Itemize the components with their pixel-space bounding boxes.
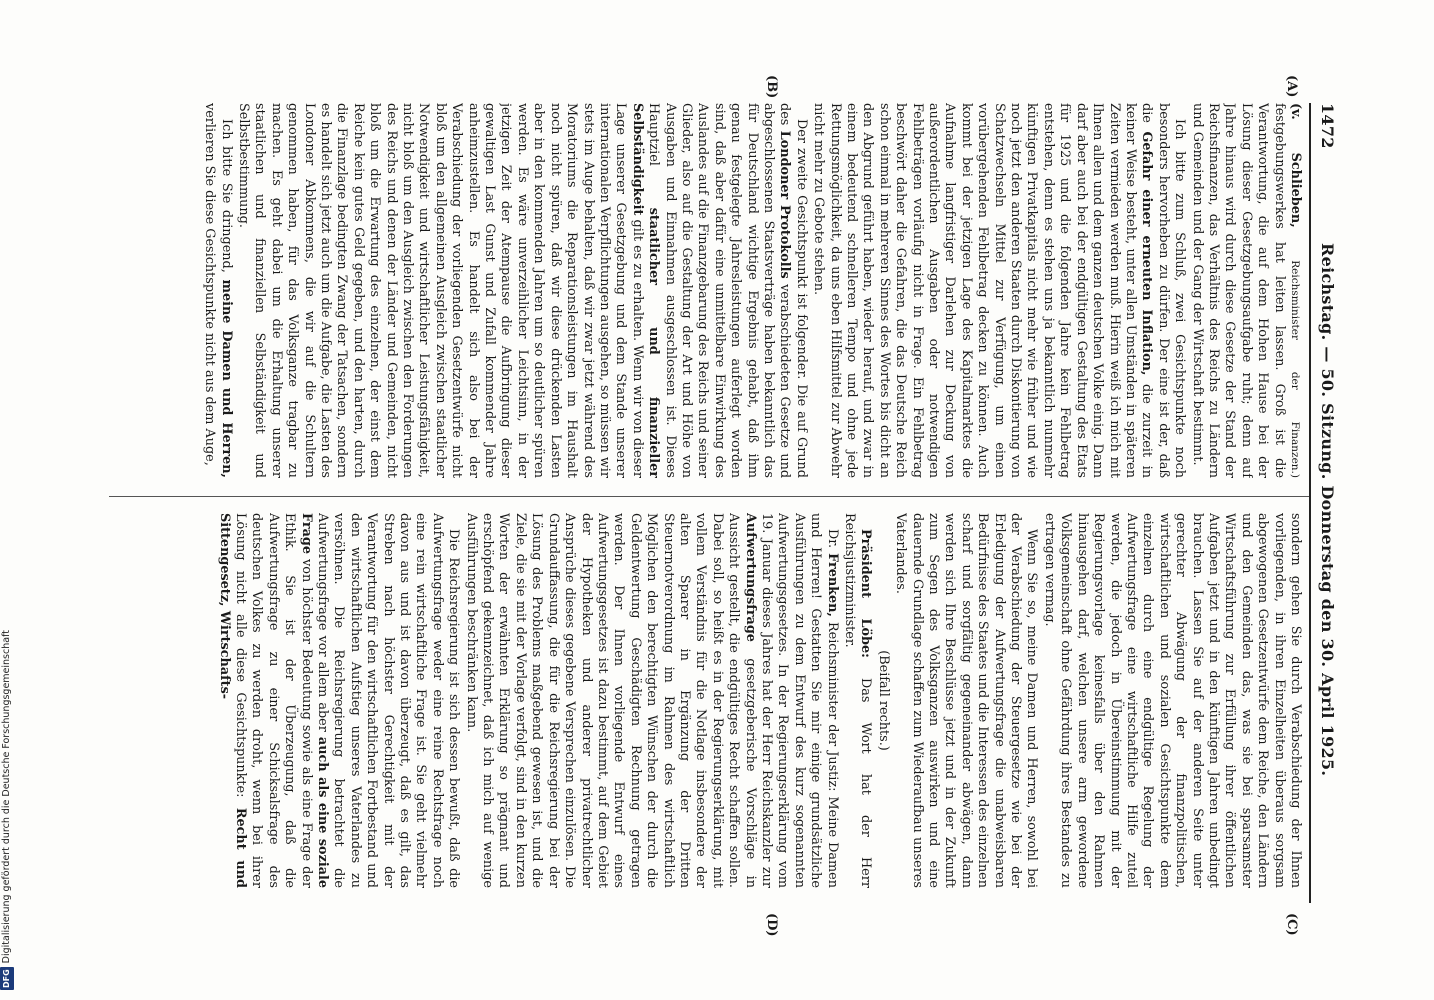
right-column <box>113 513 1303 888</box>
left-column <box>113 103 1303 478</box>
paragraph-text: Das Wort hat der Herr Reichsjustizminister. <box>842 513 874 888</box>
paragraph-text: Dr. <box>824 529 840 549</box>
paragraph <box>810 103 1187 478</box>
paragraph-text: verlieren Sie diese Gesichtspunkte nicht aus dem Auge, <box>202 103 218 466</box>
emphasis-text: auch als eine soziale Frage <box>298 513 331 888</box>
paragraph-text: Ich bitte zum Schluß, zwei Gesichtspunkte noch besonders hervorheben zu dürfen. Der eine ist der, daß die <box>1139 103 1188 478</box>
paragraph <box>1188 103 1303 478</box>
paragraph <box>462 513 839 888</box>
dfg-logo: DFG <box>0 967 14 990</box>
paragraph <box>841 513 874 888</box>
speaker-name: Präsident Löbe: <box>858 529 874 658</box>
speaker-name: Frenken, <box>824 553 840 617</box>
paragraph-text: gilt es zu erhalten. Wenn wir von dieser Lage unserer Gesetzgebung und dem Stande unserer internationalen Verpflichtungen ausgehen, so müssen wir stets im Auge behalten, daß wir zwar jetzt während des Moratoriums die Reparationsleistungen im Haushalt noch nicht spüren, daß wir diese drückenden Lasten aber in den kommenden Jahren um so deutlicher spüren werden. Es wäre unverzeihlicher Leichtsinn, in der jetzigen Zeit der Atempause die Aufbringung dieser gewaltigen Last Gunst und Zufall kommender Jahre anheimzustellen. Es handelt sich also bei der Verabschiedung der vorliegenden Gesetzentwürfe nicht bloß um den allgemeinen Ausgleich zwischen staatlicher Notwendigkeit und wirtschaftlicher Leistungsfähigkeit, nicht bloß um den Ausgleich zwischen den Forderungen des Reichs und denen der Länder und Gemeinden, nicht bloß um die Erwartung des einzelnen, der einst dem Reiche kein gutes Geld gegeben, und den harten, durch die Finanzlage bedingten Zwang der Tatsachen, sondern es handelt sich jetzt auch um die Aufgabe, die Lasten des Londoner Abkommens, die wir auf die Schultern genommen haben, für das Volksganze tragbar zu machen. Es geht dabei um die Erhaltung unserer staatlichen und finanziellen Selbständigkeit und Selbstbestimmung. <box>236 103 645 478</box>
paragraph-text: Die Reichsregierung ist sich dessen bewußt, daß die Aufwertungsfrage weder eine reine Rechtsfrage noch eine rein wirtschaftliche Frage ist. Sie geht vielmehr davon aus und ist davon überzeugt, daß es gilt, das Streben nach höchster Gerechtigkeit mit der Verantwortung für den wirtschaftlichen Fortbestand und den wirtschaftlichen Aufstieg unseres Vaterlandes zu versöhnen. Die Reichsregierung betrachtet die Aufwertungsfrage vor allem aber <box>315 513 462 888</box>
paragraph-text: Der zweite Gesichtspunkt ist folgender. Die auf Grund des <box>777 103 809 478</box>
page-number: 1472 <box>1318 103 1337 149</box>
column-divider <box>109 496 1309 497</box>
paragraph-text: von höchster Bedeutung sowie als eine Frage der Ethik. Sie ist der Überzeugung, daß die Aufwertungsfrage zu einer Schicksalsfrage des deutschen Volkes zu werden droht, wenn bei ihrer Lösung nicht alle diese Gesichtspunkte: <box>233 513 314 888</box>
paragraph-text: Reichsminister der Justiz: Meine Damen und Herren! Gestatten Sie mir einige grundsätzliche Ausführungen zu dem Entwurf des kurz sogenannten Aufwertungsgesetzes. In der Regierungserklärung vom 19. Januar dieses Jahres hat der Herr Reichskanzler zur <box>759 513 840 888</box>
paragraph: sondern gehen Sie durch Verabschiedung der Ihnen vorliegenden, in ihren Einzelheiten überaus sorgsam abgewogenen Gesetzentwürfe dem Reiche, den Ländern und den Gemeinden das, was sie bei sparsamster Wirtschaftsführung zur Erfüllung ihrer öffentlichen Aufgaben jetzt und in den künftigen Jahren unbedingt brauchen. Lassen Sie auf der anderen Seite unter gerechter Abwägung der finanzpolitischen, wirtschaftlichen und sozialen Gesichtspunkte dem einzelnen durch eine endgültige Regelung der Aufwertungsfrage eine wirtschaftliche Hilfe zuteil werden, die jedoch in Übereinstimmung mit der Regierungsvorlage keinesfalls über den Rahmen hinausgehen darf, welchen unsere arm gewordene Volksgemeinschaft ohne Gefährdung ihres Bestandes zu ertragen vermag. <box>1041 513 1303 888</box>
page-header <box>1309 103 1339 903</box>
emphasis-text: Recht und Sittengesetz, Wirtschafts- <box>216 513 248 888</box>
speaker-name: (v. Schlieben, <box>1288 103 1303 228</box>
emphasis-text: Londoner Protokolls <box>777 130 793 279</box>
paragraph-text: festgebungswerkes hat leiten lassen. Groß ist die Verantwortung, die auf dem Hohen Hause bei der Lösung dieser Gesetzgebungsaufgabe ruht; denn auf Jahre hinaus wird durch diese Gesetze der Stand der Reichsfinanzen, das Verhältnis des Reichs zu Ländern und Gemeinden und der Gang der Wirtschaft bestimmt. <box>1189 103 1287 478</box>
credit-text: Digitalisierung gefördert durch die Deutsche Forschungsgemeinschaft <box>1 630 12 964</box>
paragraph <box>201 103 234 478</box>
emphasis-text: Gefahr einer erneuten Inflation, <box>1139 131 1155 376</box>
paragraph-text: verabschiedeten Gesetze und abgeschlossenen Staatsverträge haben bekanntlich das für Deutschland wichtige Ergebnis gehabt, daß ihm genau festgelegte Jahresleistungen auferlegt worden sind, daß aber dafür eine unmittelbare Einwirkung des Auslandes auf die Finanzgebarung des Reichs und seiner Glieder, also auf die Gestaltung der Art und Höhe von Ausgaben und Einnahmen ausgeschlossen ist. Dieses Hauptziel <box>646 103 793 478</box>
margin-marker-a: (A) <box>1284 75 1299 98</box>
margin-marker-d: (D) <box>764 913 779 937</box>
rotated-document-page <box>99 75 1339 937</box>
paragraph-text: Ich bitte Sie dringend, <box>218 119 234 273</box>
paragraph: Wenn Sie so, meine Damen und Herren, sowohl bei der Verabschiedung der Steuergesetze wie bei der Erledigung der Aufwertungsfrage die unabweisbaren Bedürfnisse des Staates und die Interessen des einzelnen scharf und sorgfältig gegeneinander abwägen, dann werden sich Ihre Beschlüsse jetzt und in der Zukunft zum Segen des Volksganzen auswirken und eine dauernde Grundlage schaffen zum Wiederaufbau unseres Vaterlandes. <box>893 513 1040 888</box>
applause-note: (Beifall rechts.) <box>875 650 891 751</box>
paragraph <box>235 103 809 478</box>
speaker-role: Reichsminister der Finanzen.) <box>1289 260 1301 478</box>
margin-marker-b: (B) <box>764 75 779 99</box>
paragraph <box>215 513 461 888</box>
emphasis-text: staatlicher und finanzieller Selbständigkeit <box>629 103 662 478</box>
running-title: Reichstag. — 50. Sitzung. Donnerstag den 30. April 1925. <box>1318 243 1337 777</box>
margin-marker-c: (C) <box>1284 913 1299 936</box>
paragraph-text: gesetzgeberische Vorschläge in Aussicht gestellt, die endgültiges Recht schaffen sollen. Dabei soll, so heißt es in der Regierungserklärung, mit vollem Verständnis für die Notlage insbesondere der alten Sparer in Ergänzung der Dritten Steuernotverordnung im Rahmen des wirtschaftlich Möglichen den berechtigten Wünschen der durch die Geldentwertung Geschädigten Rechnung getragen werden. Der Ihnen vorliegende Entwurf eines Aufwertungsgesetzes ist dazu bestimmt, auf dem Gebiet der Hypotheken und anderer privatrechtlicher Ansprüche dieses gegebene Versprechen einzulösen. Die Grundauffassung, die für die Reichsregierung bei der Lösung des Problems maßgebend gewesen ist, und die Ziele, die sie mit der Vorlage verfolgt, sind in den kurzen Worten der erwähnten Erklärung so prägnant und erschöpfend gekennzeichnet, daß ich mich auf wenige Ausführungen beschränken kann. <box>463 513 758 888</box>
emphasis-text: meine Damen und Herren, <box>218 279 234 478</box>
paragraph-text: die zurzeit in keiner Weise besteht, unter allen Umständen in späteren Zeiten vermieden werden muß. Hierin weiß ich mich mit Ihnen allen und dem ganzen deutschen Volke einig. Dann darf aber auch bei der endgültigen Gestaltung des Etats für 1925 und die folgenden Jahre kein Fehlbetrag entstehen, denn es stehen uns ja bekanntlich nunmehr künftigen Privatkapitals nicht mehr wie früher und wie noch jetzt den anderen Staaten durch Diskontierung von Schatzwechseln Mittel zur Verfügung, um einen vorübergehenden Fehlbetrag decken zu können. Auch kommt bei der jetzigen Lage des Kapitalmarktes die Aufnahme langfristiger Darlehen zur Deckung von außerordentlichen Ausgaben oder notwendigen Fehlbeträgen vorläufig nicht in Frage. Ein Fehlbetrag beschwört daher die Gefahren, die das Deutsche Reich schon einmal in mehreren Sinnes des Wortes bis dicht an den Abgrund geführt haben, wieder herauf, und zwar in einem bedeutend schnelleren Tempo und ohne jede Rettungsmöglichkeit, da uns eben Hilfsmittel zur Abwehr nicht mehr zu Gebote stehen. <box>811 103 1155 478</box>
emphasis-text: Aufwertungsfrage <box>742 513 758 642</box>
digitization-credit <box>0 0 14 1000</box>
